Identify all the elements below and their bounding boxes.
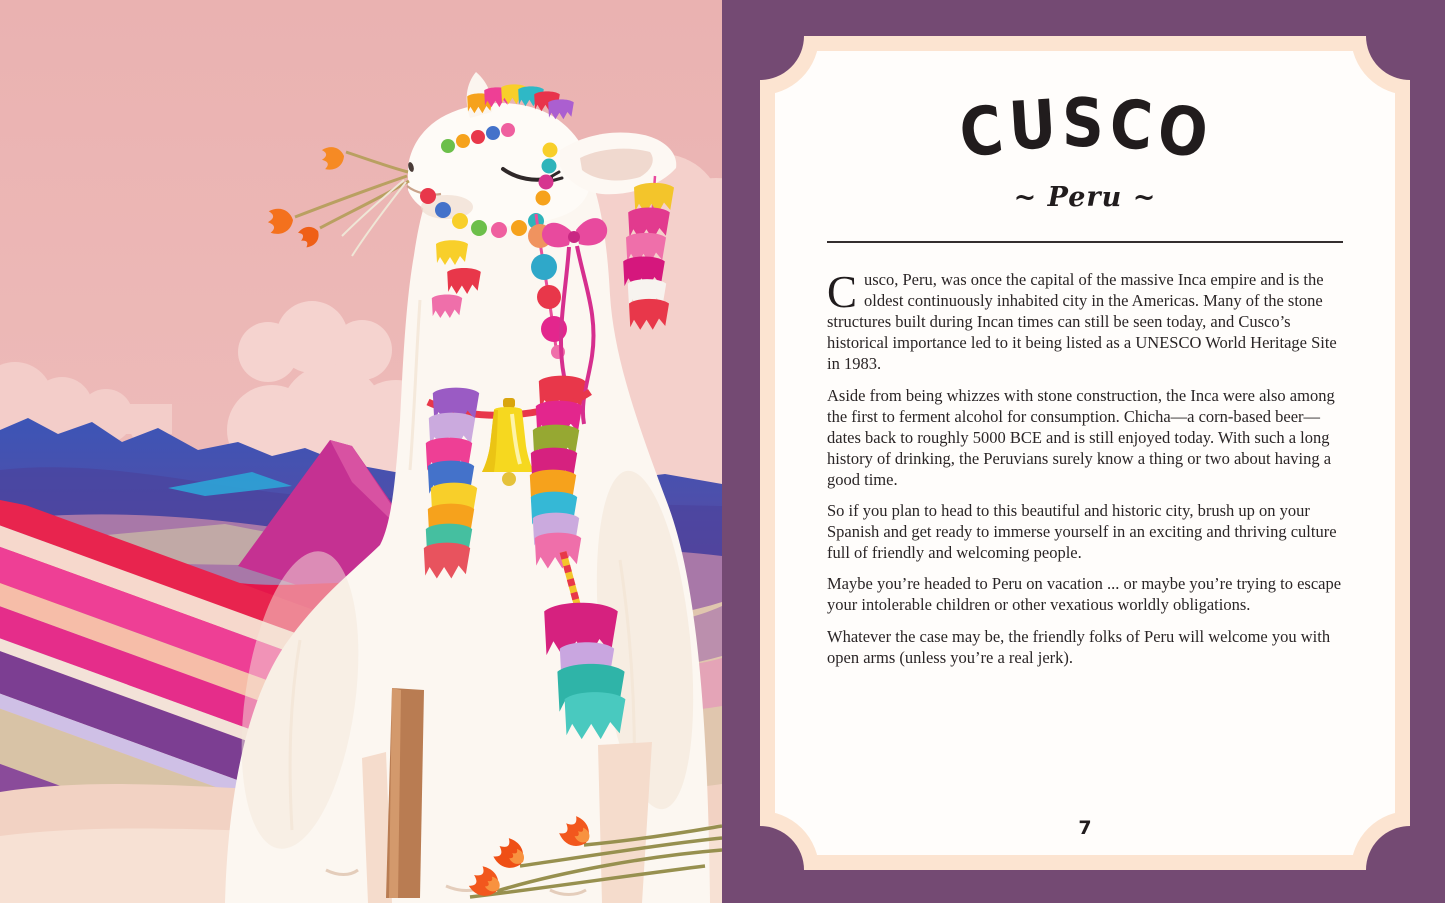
paragraph: Cusco, Peru, was once the capital of the massive Inca empire and is the oldest continuously inhabited city in the Americas. Many of the stone structures built during Incan times can still be seen today, and Cusco’s historical importance led to it being listed as a UNESCO World Heritage Site in 1983. xyxy=(827,266,1337,374)
text-page xyxy=(722,0,1445,903)
decorative-frame xyxy=(760,36,1410,870)
page-content xyxy=(775,51,1395,855)
drop-cap: C xyxy=(827,266,858,317)
page-subtitle: ~ Peru ~ xyxy=(1013,181,1157,213)
divider-rule xyxy=(827,241,1343,243)
body-text xyxy=(827,266,1343,668)
illustration-page xyxy=(0,0,722,903)
paragraph: Aside from being whizzes with stone construction, the Inca were also among the first to ferment alcohol for consumption. Chicha—a corn-based beer—dates back to roughly 5000 BCE and is still enjoyed today. With such a long history of drinking, the Peruvians surely know a thing or two about having a good time. xyxy=(827,385,1335,489)
page-title: CUSCO xyxy=(955,83,1215,174)
paragraph: So if you plan to head to this beautiful and historic city, brush up on your Spanish and get ready to immerse yourself in an exciting and thriving culture full of friendly and welcoming people. xyxy=(827,501,1337,563)
paragraph: Maybe you’re headed to Peru on vacation ... or maybe you’re trying to escape your intolerable children or other vexatious worldly obligations. xyxy=(827,574,1342,615)
page-number: 7 xyxy=(1078,817,1092,839)
paragraph: Whatever the case may be, the friendly folks of Peru will welcome you with open arms (unless you’re a real jerk). xyxy=(827,626,1331,667)
llama-illustration xyxy=(0,0,722,903)
